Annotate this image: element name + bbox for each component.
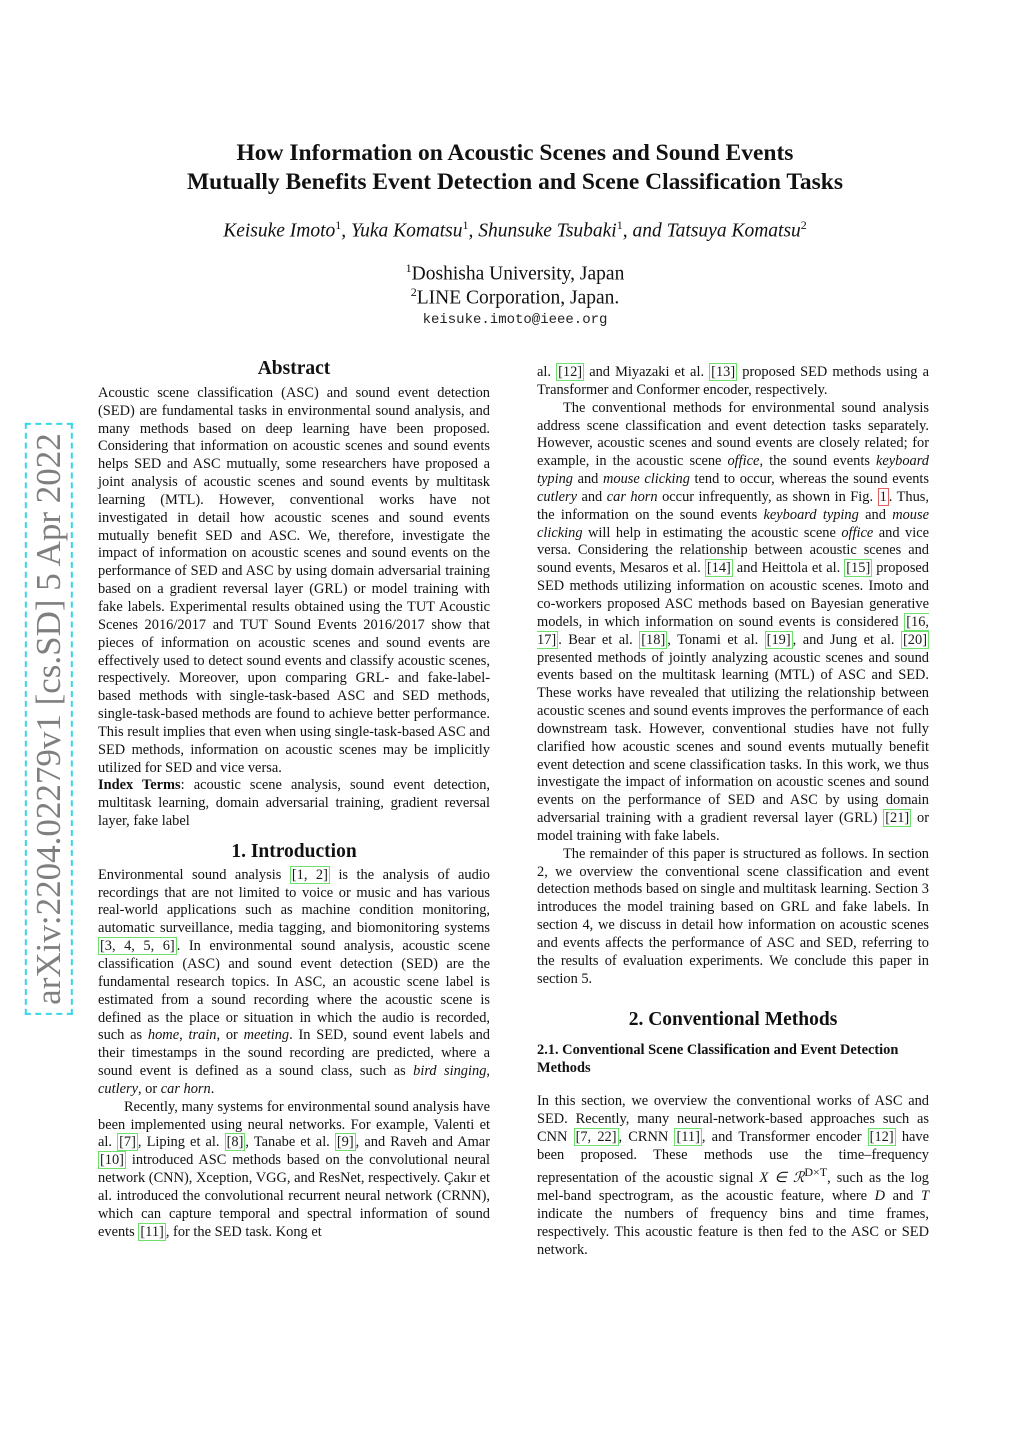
citation-link[interactable]: [7] [119,1134,136,1151]
right-paragraph-2: The remainder of this paper is structured as follows. In section 2, we overview the conventional scene classification and event detection methods based on single and multitask learning. Section 3 introduces the model training based on GRL and fake labels. In section 4, we discuss in detail how information on acoustic scenes and events affects the performance of ASC and SED, referring to the results of evaluation experiments. We conclude this paper in section 5. [537,845,929,987]
figure-link[interactable]: 1 [879,488,887,505]
author-4: Tatsuya Komatsu [666,220,801,242]
index-terms: Index Terms: acoustic scene analysis, sound event detection, multitask learning, domain adversarial training, gradient reversal layer, fake label [98,777,490,830]
section-2-heading: 2. Conventional Methods [628,1008,838,1030]
citation-link[interactable]: [3, 4, 5, 6] [100,938,175,955]
citation-link[interactable]: [10] [100,1152,124,1169]
citation-link[interactable]: [16, 17] [537,613,929,648]
affiliation-2: $^2$LINE Corporation, Japan. [410,285,620,309]
author-2: Yuka Komatsu [351,220,463,242]
intro-paragraph-2: Recently, many systems for environmental sound analysis have been implemented using neural networks. For example, Valenti et al. [7] , Liping et al. [8] , Tanabe et al. [9] , and Raveh and Amar [10] introduced ASC methods based on the convolutional neural network (CNN), Xception, VGG, and ResNet, respectively. Çakır et al. introduced the convolutional recurrent neural network (CRNN), which can capture temporal and spectral information of sound events [11] , for the SED task. Kong et [98,1098,490,1240]
citation-link[interactable]: [7, 22] [575,1128,617,1145]
title-line-2: Mutually Benefits Event Detection and Scene Classification Tasks [186,169,844,195]
abstract-text: Acoustic scene classification (ASC) and sound event detection (SED) are fundamental tasks in environmental sound analysis, and many methods based on deep learning have been proposed. Considering that information on acoustic scenes and sound events helps SED and ASC mutually, some researchers have proposed a joint analysis of acoustic scenes and sound events by multitask learning (MTL). However, conventional works have not investigated in detail how acoustic scenes and sound events mutually benefit SED and ASC. We, therefore, investigate the impact of information on acoustic scenes and sound events on the performance of SED and ASC by using domain adversarial training based on a gradient reversal layer (GRL) or model training with fake labels. Experimental results obtained using the TUT Acoustic Scenes 2016/2017 and TUT Sound Events 2016/2017 show that pieces of information on acoustic scenes and sound events are effectively used to detect sound events and classify acoustic scenes, respectively. Moreover, upon comparing GRL- and fake-label-based methods with single-task-based ASC and SED methods, single-task-based methods are found to achieve better performance. This result implies that even when using single-task-based ASC and SED methods, information on acoustic scenes may be implicitly utilized for SED and vice versa. [98,384,490,776]
intro-paragraph-1: Environmental sound analysis [1, 2] is the analysis of audio recordings that are not limited to voice or music and has various real-world applications such as machine condition monitoring, automatic surveillance, media tagging, and biomonitoring systems [3, 4, 5, 6] . In environmental sound analysis, acoustic scene classification (ASC) and sound event detection (SED) are the fundamental research topics. In ASC, an acoustic scene label is estimated from a sound recording where the acoustic scene is defined as the place or situation in which the audio is recorded, such as home, train, or meeting. In SED, sound event labels and their timestamps in the sound recording are predicted, where a sound event is defined as a sound class, such as bird singing, cutlery, or car horn. [98,866,491,1097]
right-column [537,364,929,1259]
right-paragraph-0: al. [12] and Miyazaki et al. [13] proposed SED methods using a Transformer and Conformer encoder, respectively. [537,364,929,398]
citation-link[interactable]: [9] [336,1134,354,1151]
author-1: Keisuke Imoto [223,220,336,242]
citation-link[interactable]: [19] [766,631,791,648]
section-2-1-paragraph: In this section, we overview the conventional works of ASC and SED. Recently, many neural-network-based approaches such as CNN [7, 22] , CRNN [11] , and Transformer encoder [12] have been proposed. These methods use the time–frequency representation of the acoustic signal X ∈ ℛ$^{D\times T}$, such as the log mel-band spectrogram, as the acoustic feature, where D and T indicate the numbers of frequency bins and time frames, respectively. This acoustic feature is then fed to the ASC or SED network. [537,1093,929,1258]
citation-link[interactable]: [21] [885,810,910,827]
title-line-1: How Information on Acoustic Scenes and Sound Events [236,140,794,166]
paper-title [120,139,910,197]
citation-link[interactable]: [13] [711,364,736,380]
citation-link[interactable]: [1, 2] [291,866,328,883]
right-paragraph-1: The conventional methods for environmental sound analysis address scene classification and event detection tasks separately. However, acoustic scenes and sound events are closely related; for example, in the acoustic scene office, the sound events keyboard typing and mouse clicking tend to occur, whereas the sound events cutlery and car horn occur infrequently, as shown in Fig. 1 . Thus, the information on the sound events keyboard typing and mouse clicking will help in estimating the acoustic scene office and vice versa. Considering the relationship between acoustic scenes and sound events, Mesaros et al. [14] and Heittola et al. [15] proposed SED methods utilizing information on acoustic scenes. Imoto and co-workers proposed ASC methods based on Bayesian generative models, in which information on sound events is considered [16, 17] . Bear et al. [18] , Tonami et al. [19] , and Jung et al. [20] presented methods of jointly analyzing acoustic scenes and sound events based on the multitask learning (MTL) of ASC and SED. These works have revealed that utilizing the relationship between acoustic scenes and sound events improves the performance of each downstream task. However, conventional studies have not fully clarified how acoustic scenes and sound events mutually benefit event detection and scene classification tasks. In this work, we thus investigate the impact of information on acoustic scenes and sound events on the performance of SED and ASC by using domain adversarial training with a gradient reversal layer (GRL) [21] or model training with fake labels. [537,399,929,844]
left-column [98,360,490,1242]
math-x: X ∈ ℛ [759,1170,805,1187]
citation-link[interactable]: [20] [903,631,927,648]
author-email[interactable]: keisuke.imoto@ieee.org [422,312,608,328]
citation-link[interactable]: [11] [140,1223,164,1240]
citation-link[interactable]: [18] [641,631,666,648]
abstract-heading: Abstract [257,358,331,379]
citation-link[interactable]: [15] [846,560,871,577]
arxiv-sidebar [16,424,82,1014]
arxiv-stamp[interactable]: arXiv:2204.02279v1 [cs.SD] 5 Apr 2022 [25,423,73,1015]
citation-link[interactable]: [12] [869,1128,894,1145]
subsection-2-1-heading: 2.1. Conventional Scene Classification and Event Detection Methods [537,1042,899,1077]
citation-link[interactable]: [12] [558,364,583,380]
author-list: Keisuke Imoto$^1$, Yuka Komatsu$^1$, Shunsuke Tsubaki$^1$, and Tatsuya Komatsu$^2$ [223,218,807,242]
affiliation-1: $^1$Doshisha University, Japan [405,261,625,285]
citation-link[interactable]: [8] [226,1134,244,1151]
intro-heading: 1. Introduction [231,840,357,862]
author-3: Shunsuke Tsubaki [478,220,617,242]
citation-link[interactable]: [14] [706,560,731,577]
citation-link[interactable]: [11] [676,1128,700,1145]
